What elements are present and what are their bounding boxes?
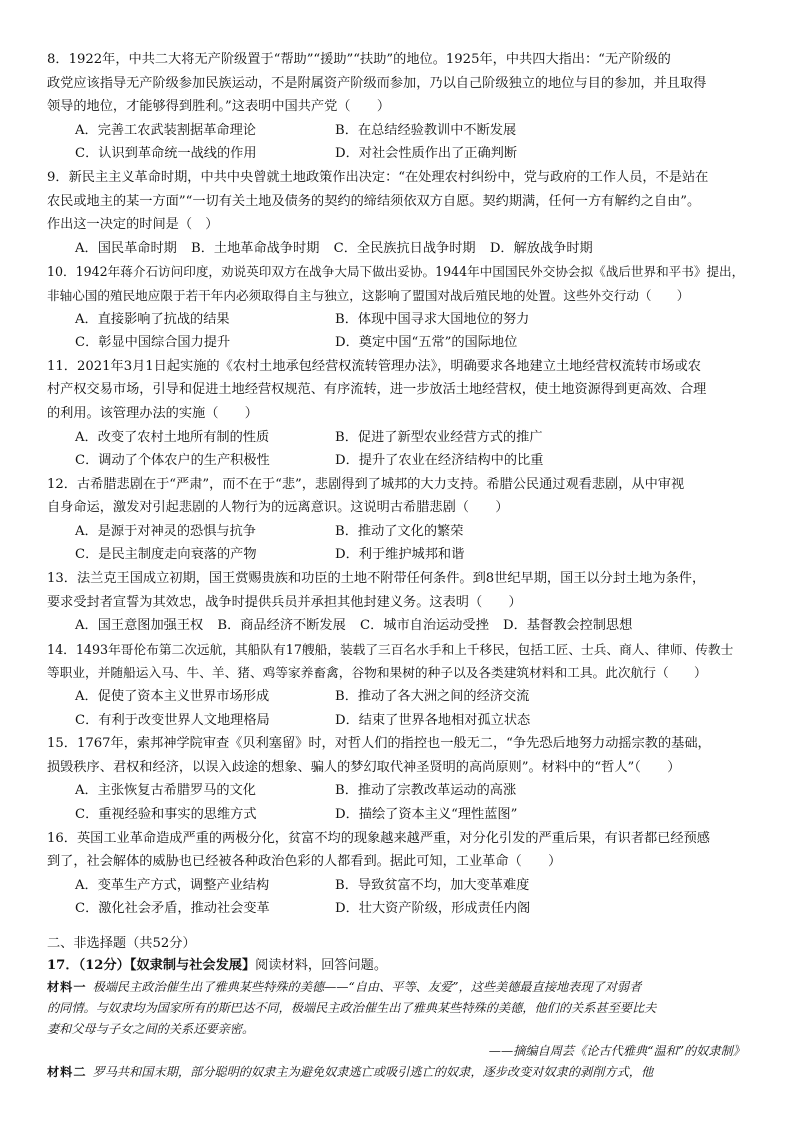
q12-option-c[interactable]: C．是民主制度走向衰落的产物 (75, 547, 257, 563)
question-16-options-row-2 (47, 897, 753, 921)
material-1-line-2: 的同情。与奴隶均为国家所有的斯巴达不同，极端民主政治催生出了雅典某些特殊的美德，他们的关系甚至要比夫 (47, 1000, 657, 1015)
q13-option-a[interactable]: A．国王意图加强王权 (75, 618, 204, 634)
q15-option-c[interactable]: C．重视经验和事实的思维方式 (75, 807, 257, 822)
q15-option-d[interactable]: D．描绘了资本主义“理性蓝图” (335, 807, 518, 822)
q13-option-c[interactable]: C．城市自治运动受挫 (360, 618, 489, 634)
material-1-line-3: 妻和父母与子女之间的关系还要亲密。 (47, 1021, 255, 1036)
question-16-line-1: 16．英国工业革命造成严重的两极分化，贫富不均的现象越来越严重，对分化引发的严重后果，有识者都已经预感 (47, 830, 710, 846)
question-14 (47, 638, 753, 732)
question-15-options-row-2 (47, 803, 753, 827)
question-10 (47, 260, 753, 354)
question-15 (47, 732, 753, 826)
material-1 (47, 977, 753, 1040)
question-9-line-1: 9．新民主主义革命时期，中共中央曾就土地政策作出决定：“在处理农村纠纷中，党与政府的工作人员，不是站在 (47, 169, 709, 185)
q11-option-c[interactable]: C．调动了个体农户的生产积极性 (75, 453, 270, 469)
question-11 (47, 355, 753, 473)
q12-option-d[interactable]: D．利于维护城邦和谐 (335, 547, 465, 563)
q11-option-b[interactable]: B．促进了新型农业经营方式的推广 (335, 429, 543, 445)
q16-option-b[interactable]: B．导致贫富不均，加大变革难度 (335, 877, 530, 893)
question-15-options-row-1 (47, 779, 753, 803)
q13-option-d[interactable]: D．基督教会控制思想 (503, 618, 633, 634)
q10-option-a[interactable]: A．直接影响了抗战的结果 (75, 311, 230, 327)
question-13-line-2: 要求受封者宣誓为其效忠，战争时提供兵员并承担其他封建义务。这表明（ ） (47, 594, 522, 610)
question-11-options-row-1 (47, 426, 753, 450)
question-17-instruction: 阅读材料，回答问题。 (255, 957, 388, 973)
q14-option-a[interactable]: A．促使了资本主义世界市场形成 (75, 689, 270, 705)
question-10-line-2: 非轴心国的殖民地应限于若干年内必须取得自主与独立，这影响了盟国对战后殖民地的处置。这些外交行动（ ） (47, 287, 690, 303)
question-9-line-3: 作出这一决定的时间是（ ） (47, 217, 219, 233)
question-11-line-2: 村产权交易市场，引导和促进土地经营权规范、有序流转，进一步放活土地经营权，使土地资源得到更高效、合理 (47, 382, 707, 398)
q11-option-d[interactable]: D．提升了农业在经济结构中的比重 (335, 453, 544, 469)
q9-option-a[interactable]: A．国民革命时期 (75, 240, 177, 256)
material-1-source: ——摘编自周芸《论古代雅典“温和”的奴隶制》 (488, 1043, 745, 1058)
material-1-label: 材料一 (47, 979, 87, 994)
question-12-options-row-2 (47, 543, 753, 567)
q8-option-c[interactable]: C．认识到革命统一战线的作用 (75, 146, 257, 162)
question-8-line-3: 领导的地位，才能够得到胜利。”这表明中国共产党（ ） (47, 99, 391, 115)
q9-option-d[interactable]: D．解放战争时期 (489, 240, 593, 256)
question-8-line-2: 政党应该指导无产阶级参加民族运动，不是附属资产阶级而参加，乃以自己阶级独立的地位与目的参加，并且取得 (47, 75, 707, 91)
q13-option-b[interactable]: B．商品经济不断发展 (217, 618, 346, 634)
question-17-number: 17．（12分） (47, 957, 130, 973)
q12-option-b[interactable]: B．推动了文化的繁荣 (335, 523, 464, 539)
question-9-line-2: 农民或地主的某一方面”“一切有关土地及债务的契约的缔结须依双方自愿。契约期满，任何一方有解约之自由”。 (47, 193, 701, 209)
question-14-line-1: 14．1493年哥伦布第二次远航，其船队有17艘船，装载了三百名水手和上千移民，包括工匠、士兵、商人、律师、传教士 (47, 641, 734, 657)
question-17-header (47, 955, 753, 977)
question-16 (47, 827, 753, 921)
question-8-line-1: 8．1922年，中共二大将无产阶级置于“帮助”“援助”“扶助”的地位。1925年，中共四大指出：“无产阶级的 (47, 52, 671, 67)
question-17-tag: 【奴隶制与社会发展】 (129, 957, 256, 973)
material-2-label: 材料二 (47, 1064, 87, 1079)
material-1-line-1: 极端民主政治催生出了雅典某些特殊的美德——“自由、平等、友爱”，这些美德最直接地表现了对弱者 (92, 979, 642, 994)
question-9-options (47, 237, 753, 261)
question-12-line-1: 12．古希腊悲剧在于“严肃”，而不在于“悲”，悲剧得到了城邦的大力支持。希腊公民通过观看悲剧，从中审视 (47, 476, 685, 492)
q15-option-a[interactable]: A．主张恢复古希腊罗马的文化 (75, 783, 256, 799)
q12-option-a[interactable]: A．是源于对神灵的恐惧与抗争 (75, 523, 256, 539)
exam-page (47, 48, 753, 1083)
question-8-options-row-1 (47, 119, 753, 143)
question-8-options-row-2 (47, 142, 753, 166)
question-8 (47, 48, 753, 166)
q10-option-b[interactable]: B．体现中国寻求大国地位的努力 (335, 311, 530, 327)
question-14-options-row-1 (47, 685, 753, 709)
question-14-line-2: 等职业，并随船运入马、牛、羊、猪、鸡等家养畜禽，谷物和果树的种子以及各类建筑材料和工具。此次航行（ ） (47, 665, 707, 681)
question-13-options (47, 614, 753, 638)
question-11-line-3: 的利用。该管理办法的实施（ ） (47, 405, 258, 421)
q14-option-d[interactable]: D．结束了世界各地相对孤立状态 (335, 712, 531, 728)
q8-option-a[interactable]: A．完善工农武装割据革命理论 (75, 122, 256, 138)
question-12-line-2: 自身命运，激发对引起悲剧的人物行为的远离意识。这说明古希腊悲剧（ ） (47, 500, 509, 516)
question-12-options-row-1 (47, 520, 753, 544)
material-2-line-1: 罗马共和国末期，部分聪明的奴隶主为避免奴隶逃亡或吸引逃亡的奴隶，逐步改变对奴隶的剥削方式，他 (92, 1064, 654, 1079)
question-10-options-row-1 (47, 308, 753, 332)
q15-option-b[interactable]: B．推动了宗教改革运动的高涨 (335, 783, 517, 799)
question-14-options-row-2 (47, 709, 753, 733)
q11-option-a[interactable]: A．改变了农村土地所有制的性质 (75, 429, 270, 445)
question-9 (47, 166, 753, 260)
question-16-options-row-1 (47, 874, 753, 898)
question-12 (47, 473, 753, 567)
q10-option-c[interactable]: C．彰显中国综合国力提升 (75, 335, 231, 351)
q8-option-b[interactable]: B．在总结经验教训中不断发展 (335, 122, 517, 138)
section-2-title: 二、非选择题（共52分） (47, 935, 196, 951)
question-13-line-1: 13．法兰克王国成立初期，国王赏赐贵族和功臣的土地不附带任何条件。到8世纪早期，国王以分封土地为条件， (47, 571, 706, 587)
question-15-line-1: 15．1767年，索邦神学院审查《贝利塞留》时，对哲人们的指控也一般无二，“争先恐后地努力动摇宗教的基础， (47, 736, 711, 752)
q8-option-d[interactable]: D．对社会性质作出了正确判断 (335, 146, 518, 162)
q16-option-d[interactable]: D．壮大资产阶级，形成责任内阁 (335, 901, 531, 917)
question-11-line-1: 11．2021年3月1日起实施的《农村土地承包经营权流转管理办法》，明确要求各地建立土地经营权流转市场或农 (47, 358, 701, 374)
q10-option-d[interactable]: D．奠定中国“五常”的国际地位 (335, 335, 518, 351)
question-13 (47, 567, 753, 638)
q14-option-b[interactable]: B．推动了各大洲之间的经济交流 (335, 689, 530, 705)
question-15-line-2: 损毁秩序、君权和经济，以误入歧途的想象、骗人的梦幻取代神圣贤明的高尚原则”。材料中的“哲人”（ ） (47, 759, 681, 775)
q9-option-b[interactable]: B．土地革命战争时期 (191, 240, 320, 256)
material-2 (47, 1062, 753, 1083)
question-10-line-1: 10．1942年蒋介石访问印度，劝说英印双方在战争大局下做出妥协。1944年中国国民外交协会拟《战后世界和平书》提出， (47, 264, 745, 280)
question-11-options-row-2 (47, 449, 753, 473)
q16-option-c[interactable]: C．激化社会矛盾，推动社会变革 (75, 901, 270, 917)
q16-option-a[interactable]: A．变革生产方式，调整产业结构 (75, 877, 270, 893)
q9-option-c[interactable]: C．全民族抗日战争时期 (333, 240, 476, 256)
q14-option-c[interactable]: C．有利于改变世界人文地理格局 (75, 712, 270, 728)
question-16-line-2: 到了，社会解体的威胁也已经被各种政治色彩的人都看到。据此可知，工业革命（ ） (47, 854, 562, 870)
question-10-options-row-2 (47, 331, 753, 355)
